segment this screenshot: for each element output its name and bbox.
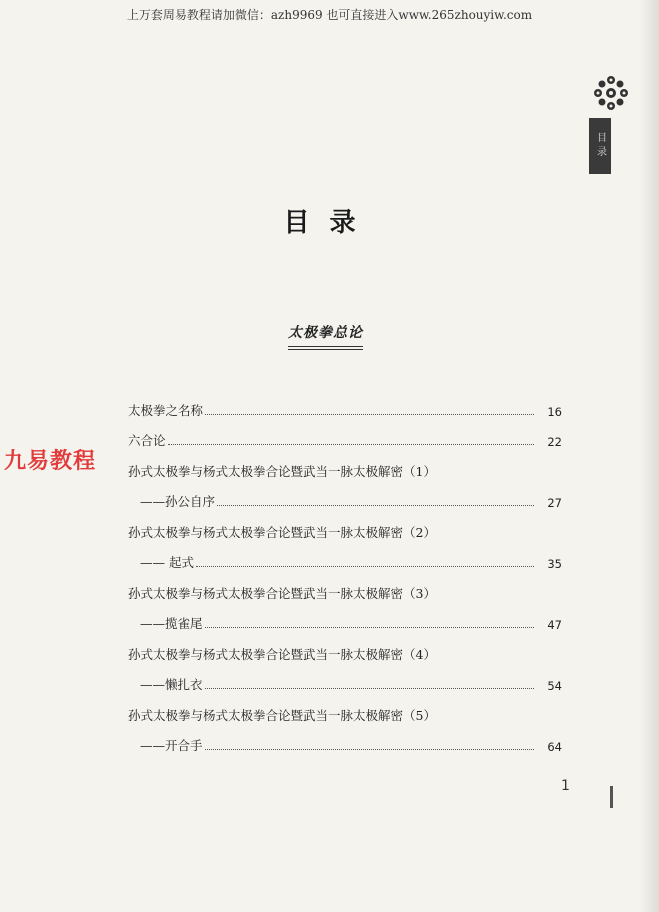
toc-entry[interactable] (128, 480, 562, 511)
toc-entry-label: ——开合手 (140, 738, 203, 753)
toc-entry[interactable] (128, 388, 562, 419)
toc-entry[interactable] (128, 663, 562, 694)
toc-entry-label: ——懒扎衣 (140, 677, 203, 692)
toc-entry[interactable] (128, 541, 562, 572)
toc-entry-label: 太极拳之名称 (128, 402, 204, 418)
toc-entry[interactable] (128, 419, 562, 450)
toc-entry-label: 孙式太极拳与杨式太极拳合论暨武当一脉太极解密（1） (128, 463, 436, 479)
flower-ornament-icon (590, 72, 632, 114)
toc-leader-dots (205, 688, 534, 689)
toc-entry-page: 27 (547, 496, 562, 510)
section-title: 太极拳总论 (288, 322, 363, 347)
page-number: 1 (561, 778, 570, 794)
toc-entry-label: ——揽雀尾 (140, 616, 203, 631)
toc-leader-dots (205, 749, 534, 750)
toc-entry-page: 16 (547, 404, 562, 419)
watermark-text: 九易教程 (4, 449, 97, 474)
toc-entry-label: 孙式太极拳与杨式太极拳合论暨武当一脉太极解密（5） (128, 707, 436, 723)
side-tab-label: 目录 (589, 118, 611, 174)
page-edge-shadow (640, 0, 659, 912)
toc-entry-label: 孙式太极拳与杨式太极拳合论暨武当一脉太极解密（4） (128, 646, 436, 662)
toc-entry-page: 22 (547, 435, 562, 449)
toc-entry-page: 64 (547, 740, 562, 754)
toc-entry-label: 孙式太极拳与杨式太极拳合论暨武当一脉太极解密（2） (128, 524, 436, 540)
toc-entry[interactable] (128, 571, 562, 602)
toc-entry-page: 47 (547, 618, 562, 632)
toc-entry[interactable] (128, 632, 562, 663)
toc-entry-label: 六合论 (128, 433, 166, 448)
page-title: 目录 (283, 208, 376, 238)
toc-entry-page: 35 (547, 557, 562, 571)
toc-entry[interactable] (128, 602, 562, 633)
toc-entry[interactable] (128, 693, 562, 724)
toc-entry[interactable] (128, 724, 562, 755)
toc-entry-page: 54 (547, 679, 562, 693)
toc-leader-dots (168, 444, 534, 445)
toc-leader-dots (205, 627, 534, 628)
toc-leader-dots (196, 566, 534, 567)
toc-leader-dots (217, 505, 534, 506)
header-note: 上万套周易教程请加微信：azh9969 也可直接进入www.265zhouyiw.com (126, 8, 533, 22)
table-of-contents (128, 388, 562, 754)
toc-entry-label: ——孙公自序 (140, 494, 216, 509)
toc-entry[interactable] (128, 449, 562, 480)
toc-entry[interactable] (128, 510, 562, 541)
toc-leader-dots (205, 414, 534, 415)
toc-entry-label: 孙式太极拳与杨式太极拳合论暨武当一脉太极解密（3） (128, 585, 436, 601)
toc-entry-label: —— 起式 (140, 555, 194, 570)
edge-mark (610, 786, 613, 808)
